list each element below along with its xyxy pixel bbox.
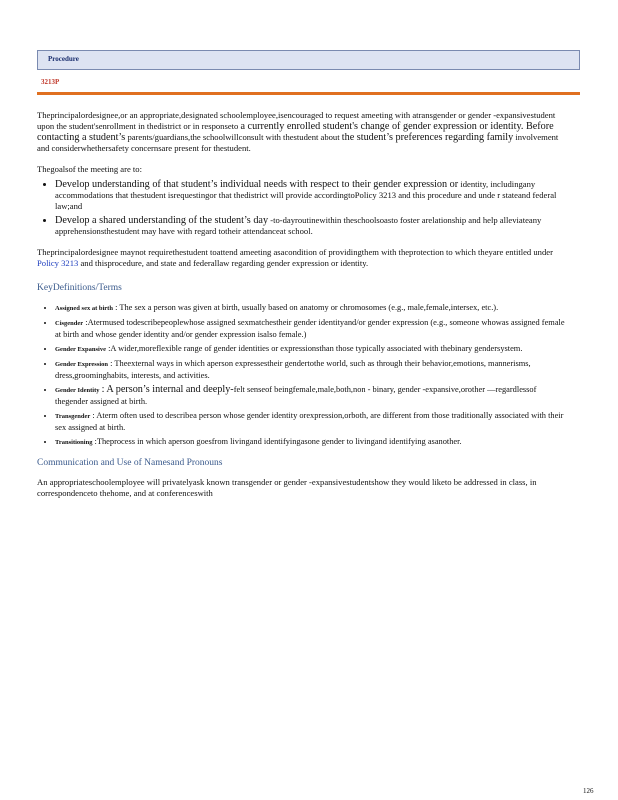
communication-paragraph: An appropriateschoolemployee will privatelyask known transgender or gender -expansivestudentshow they would liketo be addressed in class, in correspondenceto thehome, and at conferenceswith — [37, 477, 537, 498]
intro-paragraph — [37, 110, 571, 154]
definition-item — [55, 343, 571, 355]
definition-text: :Atermused todescribepeoplewhose assigned sexmatchestheir gender identityand/or gender expression (e.g., someone whowas assigned female at birth and whose gender identity and/or gender expression isalso female.) — [55, 318, 565, 339]
definition-text: : Theexternal ways in which aperson expressestheir gendertothe world, such as through their behavior,emotions, mannerisms, dress,groominghabits, interests, and activities. — [55, 359, 531, 380]
definition-text: :Theprocess in which aperson goesfrom livingand identifyingasone gender to livingand identifying asanother. — [94, 437, 462, 446]
goals-lead: Thegoalsof the meeting are to: — [37, 164, 142, 174]
goal-item — [55, 179, 571, 212]
header-divider — [37, 92, 580, 95]
intro-text-3: parents/guardians,the schoolwillconsult with thestudent about — [127, 132, 340, 142]
definitions-list — [37, 302, 571, 448]
definition-item — [55, 358, 571, 381]
goal-item — [55, 215, 571, 237]
definition-item — [55, 384, 571, 407]
definition-text: :A wider,moreflexible range of gender identities or expressionsthan those typically associated with thebinary gendersystem. — [108, 344, 523, 353]
protection-text-a: Theprincipalordesignee maynot requirethestudent toattend ameeting asacondition of providingthem with theprotection to which theyare entitled under — [37, 247, 553, 257]
definition-term: Gender Expression — [55, 361, 109, 368]
definition-item — [55, 302, 571, 314]
document-body — [37, 110, 571, 509]
definition-term: Cisgender — [55, 320, 84, 327]
goal-2-text-a: Develop a shared understanding of the student’s day — [55, 215, 269, 226]
protection-paragraph — [37, 247, 571, 269]
policy-3213-link[interactable]: Policy 3213 — [37, 258, 79, 268]
definition-item — [55, 317, 571, 340]
intro-text-2: a currently enrolled student's change of gender expression or identity. Before contacting a student’s — [37, 121, 554, 143]
goal-1-text-b: identity, includingany accommodations that thestudent isrequestingor that thedistrict will provide accordingtoPolicy 3213 and this procedure and unde r stateand federal law;and — [55, 179, 557, 211]
definition-term: Gender Expansive — [55, 346, 106, 353]
definition-text: : Aterm often used to describea person whose gender identity orexpression,orboth, are different from those traditionally associated with their sex assigned at birth. — [55, 411, 564, 432]
definition-text: : The sex a person was given at birth, usually based on anatomy or chromosomes (e.g., male,female,intersex, etc.). — [115, 303, 499, 312]
goal-2-text-b: -to-dayroutinewithin theschoolsoasto foster arelationship and help alleviateany apprehensionsthestudent may have with regard totheir attendanceat school. — [55, 215, 542, 236]
procedure-title: Procedure — [48, 55, 79, 63]
definition-term: Assigned sex at birth — [55, 305, 113, 312]
goals-list — [37, 179, 571, 237]
intro-text-1: Theprincipalordesignee,or an appropriate,designated schoolemployee,isencouraged to request ameeting with atransgender or gender -expansivestudent upon the student'senrollment in thedistrict or in responseto — [37, 110, 556, 131]
definition-term: Transgender — [55, 413, 91, 420]
policy-code: 3213P — [41, 78, 60, 86]
definition-term: Transitioning — [55, 439, 93, 446]
intro-text-4: the student’s preferences regarding family — [341, 132, 514, 143]
definitions-heading: KeyDefinitions/Terms — [37, 283, 122, 293]
definition-term: Gender Identity — [55, 387, 100, 394]
definition-text-large: : A person’s internal and deeply- — [101, 384, 234, 395]
definition-item — [55, 436, 571, 448]
communication-heading: Communication and Use of Namesand Pronouns — [37, 458, 223, 468]
definition-text-continued: felt senseof beingfemale,male,both,non - binary, gender -expansive,orother —regardlessof thegender assigned at birth. — [55, 385, 537, 406]
goal-1-text-a: Develop understanding of that student’s individual needs with respect to their gender expression or — [55, 179, 459, 190]
procedure-header-box — [37, 50, 580, 70]
page-number: 126 — [583, 787, 594, 795]
protection-text-b: and thisprocedure, and state and federallaw regarding gender expression or identity. — [80, 258, 369, 268]
definition-item — [55, 410, 571, 433]
intro-text-5: involvement and considerwhethersafety concernsare present for thestudent. — [37, 132, 559, 153]
